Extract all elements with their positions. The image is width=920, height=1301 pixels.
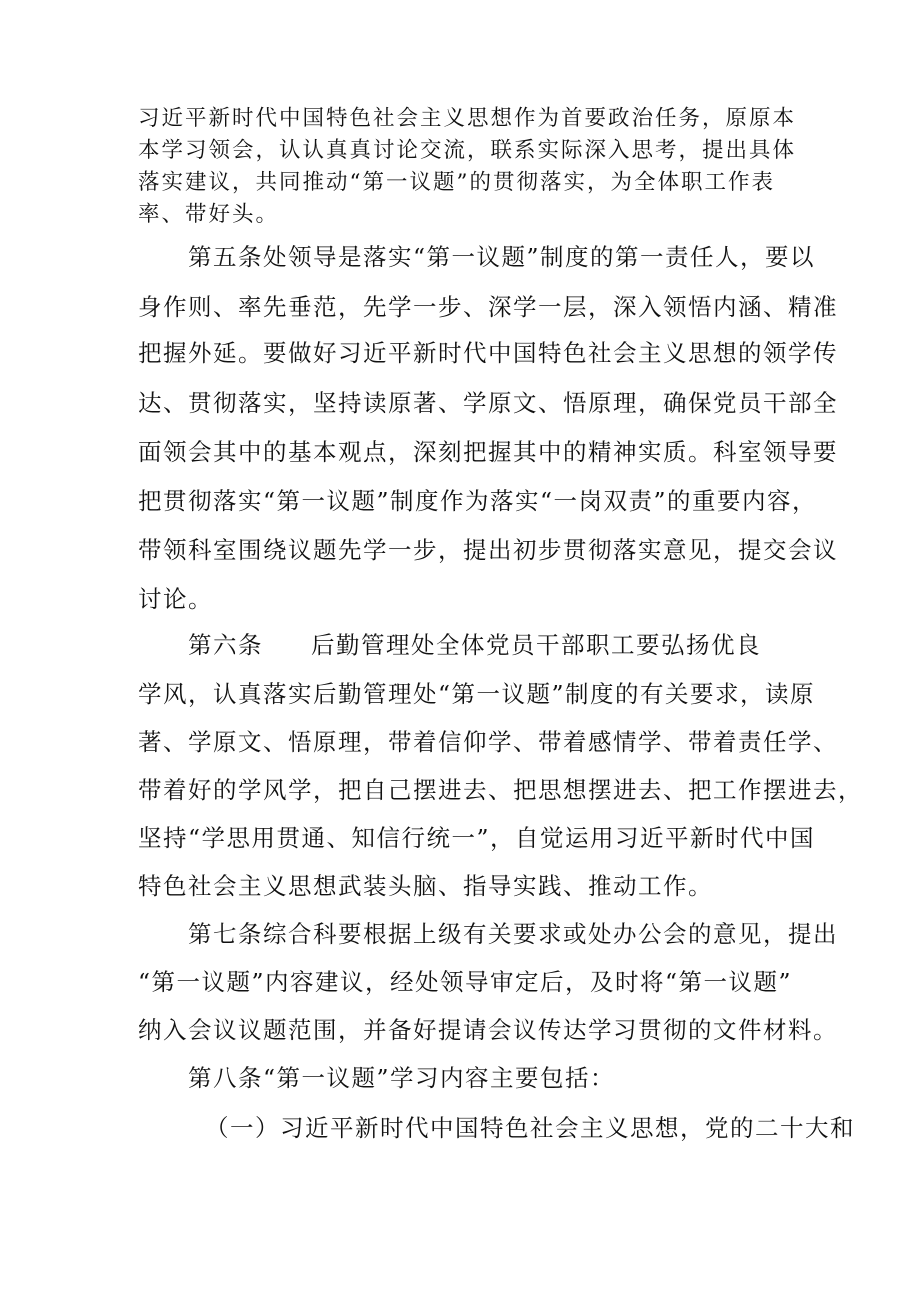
article-7-line: 第七条综合科要根据上级有关要求或处办公会的意见，提出 bbox=[188, 920, 838, 948]
article-5-line: 把握外延。要做好习近平新时代中国特色社会主义思想的领学传 bbox=[138, 339, 838, 367]
article-6-line: 坚持“学思用贯通、知信行统一”，自觉运用习近平新时代中国 bbox=[138, 824, 816, 852]
article-5-line: 面领会其中的基本观点，深刻把握其中的精神实质。科室领导要 bbox=[138, 438, 838, 466]
list-item-1: （一）习近平新时代中国特色社会主义思想，党的二十大和 bbox=[205, 1114, 855, 1142]
article-5-line: 达、贯彻落实，坚持读原著、学原文、悟原理，确保党员干部全 bbox=[138, 389, 838, 417]
text-line: 本学习领会，认认真真讨论交流，联系实际深入思考，提出具体 bbox=[138, 138, 797, 163]
article-6-line: 带着好的学风学，把自己摆进去、把思想摆进去、把工作摆进去， bbox=[138, 776, 863, 804]
article-5-line: 把贯彻落实“第一议题”制度作为落实“一岗双责”的重要内容， bbox=[138, 487, 818, 515]
article-5-line: 带领科室围绕议题先学一步，提出初步贯彻落实意见，提交会议 bbox=[138, 536, 838, 564]
text-line: 落实建议，共同推动“第一议题”的贯彻落实，为全体职工作表 bbox=[138, 170, 775, 195]
article-6-first-text: 后勤管理处全体党员干部职工要弘扬优良 bbox=[311, 631, 761, 659]
article-6-first-line bbox=[188, 631, 761, 659]
article-6-line: 特色社会主义思想武装头脑、指导实践、推动工作。 bbox=[138, 872, 713, 900]
article-5-line: 讨论。 bbox=[138, 585, 213, 613]
article-8-line: 第八条“第一议题”学习内容主要包括： bbox=[188, 1064, 616, 1092]
article-6-line: 著、学原文、悟原理，带着信仰学、带着感情学、带着责任学、 bbox=[138, 728, 838, 756]
text-line: 习近平新时代中国特色社会主义思想作为首要政治任务，原原本 bbox=[138, 106, 797, 131]
article-5-line: 第五条处领导是落实“第一议题”制度的第一责任人，要以 bbox=[188, 243, 816, 271]
article-7-line: “第一议题”内容建议，经处领导审定后，及时将“第一议题” bbox=[138, 968, 793, 996]
article-5-line: 身作则、率先垂范，先学一步、深学一层，深入领悟内涵、精准 bbox=[138, 293, 838, 321]
text-line: 率、带好头。 bbox=[138, 202, 280, 227]
article-6-line: 学风，认真落实后勤管理处“第一议题”制度的有关要求，读原 bbox=[138, 680, 816, 708]
article-7-line: 纳入会议议题范围，并备好提请会议传达学习贯彻的文件材料。 bbox=[138, 1016, 838, 1044]
article-6-heading: 第六条 bbox=[188, 631, 263, 659]
